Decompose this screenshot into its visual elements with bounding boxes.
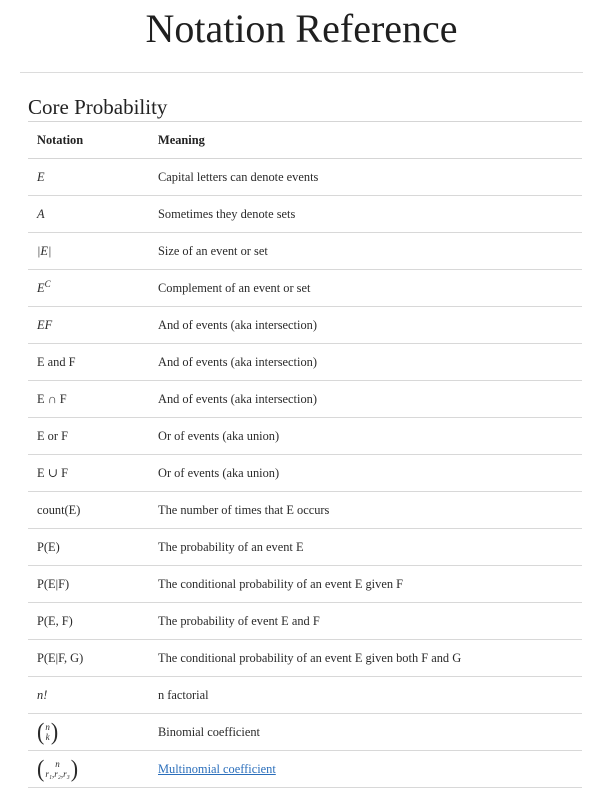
binomial-top: n [45,722,50,732]
meaning-cell: Complement of an event or set [149,270,582,307]
table-row [28,640,582,677]
table-row [28,196,582,233]
meaning-cell: The conditional probability of an event E given F [149,566,582,603]
notation-cell: E ∪ F [37,466,69,480]
meaning-cell: The number of times that E occurs [149,492,582,529]
meaning-cell: Capital letters can denote events [149,159,582,196]
notation-cell: P(E, F) [37,613,73,628]
table-row [28,529,582,566]
multinomial-top: n [55,759,60,769]
table-row [28,566,582,603]
multinomial-coefficient-link[interactable]: Multinomial coefficient [158,761,276,776]
notation-cell: P(E|F) [37,576,70,591]
table-row [28,418,582,455]
header-notation: Notation [28,122,149,159]
notation-cell: E or F [37,428,68,443]
table-header-row [28,122,582,159]
meaning-cell: And of events (aka intersection) [149,381,582,418]
notation-cell: |E| [37,243,52,258]
meaning-cell: n factorial [149,677,582,714]
notation-cell: EF [37,317,53,332]
multinomial-notation: ( n r₁,r₂,r₃ ) [37,754,79,783]
meaning-cell: Size of an event or set [149,233,582,270]
table-row [28,307,582,344]
meaning-cell: The conditional probability of an event E given both F and G [149,640,582,677]
header-meaning: Meaning [149,122,582,159]
notation-cell-sup: C [44,279,51,290]
binomial-bottom: k [45,732,50,742]
notation-cell: n! [37,687,48,702]
meaning-cell: Sometimes they denote sets [149,196,582,233]
meaning-cell: The probability of an event E [149,529,582,566]
notation-cell: P(E) [37,539,60,554]
meaning-cell: And of events (aka intersection) [149,344,582,381]
table-row [28,455,582,492]
meaning-cell: The probability of event E and F [149,603,582,640]
multinomial-bottom: r₁,r₂,r₃ [45,769,70,779]
table-row [28,233,582,270]
notation-table [28,121,582,788]
notation-cell: A [37,206,45,221]
meaning-cell: Or of events (aka union) [149,455,582,492]
notation-cell-base: E [37,281,45,296]
notation-cell: P(E|F, G) [37,650,84,665]
table-row [28,751,582,788]
meaning-cell: Or of events (aka union) [149,418,582,455]
table-row [28,381,582,418]
table-row [28,603,582,640]
meaning-cell: Binomial coefficient [149,714,582,751]
table-row [28,492,582,529]
binomial-notation: ( n k ) [37,717,59,746]
table-row [28,344,582,381]
meaning-cell: And of events (aka intersection) [149,307,582,344]
table-row [28,159,582,196]
table-row [28,714,582,751]
notation-cell: E and F [37,354,76,369]
notation-cell: E ∩ F [37,391,67,406]
notation-cell: E [37,169,45,184]
notation-cell: count(E) [37,502,81,517]
title-divider [20,72,583,73]
page-title: Notation Reference [145,6,458,51]
table-row [28,270,582,307]
table-row [28,677,582,714]
section-heading: Core Probability [28,95,168,119]
